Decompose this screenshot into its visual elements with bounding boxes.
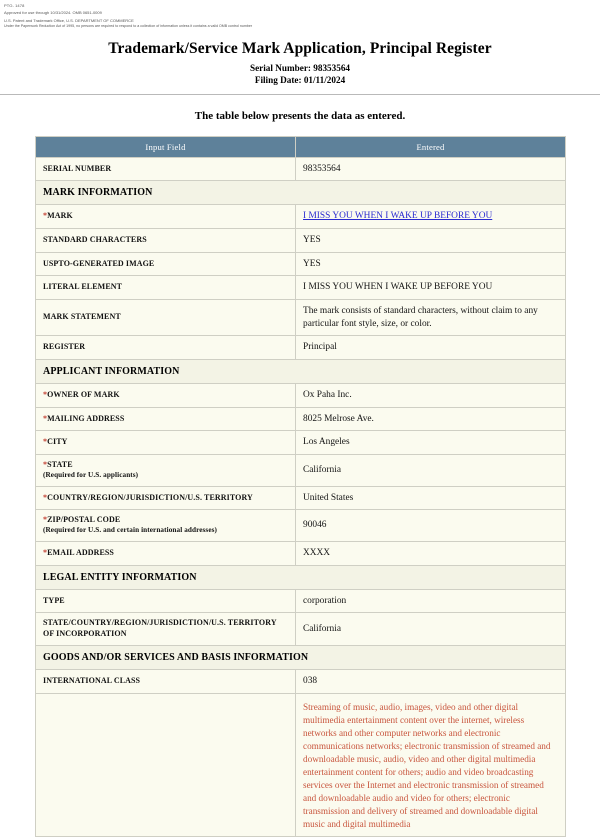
intro-text: The table below presents the data as entered. [194, 109, 406, 122]
row-value: California [296, 455, 566, 487]
row-value: 90046 [296, 510, 566, 542]
table-body [36, 157, 566, 837]
row-field-label: STATE/COUNTRY/REGION/JURISDICTION/U.S. TERRITORY OF INCORPORATION [36, 613, 296, 646]
row-field-label: LITERAL ELEMENT [36, 276, 296, 300]
table-section-row [36, 645, 566, 669]
table-row [36, 510, 566, 542]
row-field-label: *STATE (Required for U.S. applicants) [36, 455, 296, 487]
table-row [36, 228, 566, 252]
table-row [36, 541, 566, 565]
page-title: Trademark/Service Mark Application, Principal Register [108, 39, 492, 57]
application-data-table [35, 136, 566, 837]
row-field-label: TYPE [36, 589, 296, 613]
table-row [36, 407, 566, 431]
table-row [36, 486, 566, 510]
row-value: Principal [296, 336, 566, 360]
required-asterisk: * [43, 390, 48, 400]
row-field-label [36, 693, 296, 837]
section-title: LEGAL ENTITY INFORMATION [36, 565, 566, 589]
table-row [36, 276, 566, 300]
table-row [36, 455, 566, 487]
table-section-row [36, 181, 566, 205]
row-field-label: STANDARD CHARACTERS [36, 228, 296, 252]
section-title: MARK INFORMATION [36, 181, 566, 205]
row-field-label: REGISTER [36, 336, 296, 360]
row-field-label: MARK STATEMENT [36, 300, 296, 336]
table-row [36, 300, 566, 336]
row-field-label: *COUNTRY/REGION/JURISDICTION/U.S. TERRITORY [36, 486, 296, 510]
required-asterisk: * [43, 547, 48, 557]
row-field-label: USPTO-GENERATED IMAGE [36, 252, 296, 276]
row-value: 038 [296, 669, 566, 693]
row-value: YES [296, 252, 566, 276]
row-value: Streaming of music, audio, images, video and other digital multimedia entertainment content over the internet, wireless networks and other computer networks and electronic communications networks; electronic transmission of streamed and downloadable music, audio, video and other digital multimedia entertainment content for others; audio and video broadcasting services over the Internet and electronic transmission of streamed and downloadable audio and video for others; electronic transmission and delivery of streamed and downloadable digital music and digital multimedia [296, 693, 566, 837]
row-value: YES [296, 228, 566, 252]
row-field-sublabel: (Required for U.S. applicants) [43, 470, 139, 479]
row-value [296, 205, 566, 229]
row-value: XXXX [296, 541, 566, 565]
required-asterisk: * [43, 460, 48, 470]
form-legal-header [0, 0, 600, 30]
form-paperwork-notice: Under the Paperwork Reduction Act of 1995, no persons are required to respond to a collection of information unless it contains a valid OMB control number [4, 24, 253, 29]
table-row [36, 613, 566, 646]
required-asterisk: * [43, 492, 48, 502]
table-row [36, 205, 566, 229]
row-field-label: *MARK [36, 205, 296, 229]
row-value: California [296, 613, 566, 646]
row-field-label: *EMAIL ADDRESS [36, 541, 296, 565]
form-number: PTO- 1478 [4, 3, 25, 8]
row-field-label: INTERNATIONAL CLASS [36, 669, 296, 693]
table-row [36, 693, 566, 837]
row-field-label: *ZIP/POSTAL CODE (Required for U.S. and certain international addresses) [36, 510, 296, 542]
row-value: corporation [296, 589, 566, 613]
row-value: United States [296, 486, 566, 510]
row-value: 8025 Melrose Ave. [296, 407, 566, 431]
application-data-table-wrapper [35, 136, 565, 837]
row-field-label: *OWNER OF MARK [36, 384, 296, 408]
table-row [36, 589, 566, 613]
column-header-entered: Entered [296, 136, 566, 157]
table-head [36, 136, 566, 157]
header-divider [0, 94, 600, 95]
form-approval-line: Approved for use through 10/31/2024. OMB 0651-0009 [4, 10, 102, 16]
required-asterisk: * [43, 413, 48, 423]
row-value: 98353564 [296, 157, 566, 181]
section-title: GOODS AND/OR SERVICES AND BASIS INFORMATION [36, 645, 566, 669]
row-field-label: *CITY [36, 431, 296, 455]
table-section-row [36, 565, 566, 589]
table-row [36, 157, 566, 181]
required-asterisk: * [43, 211, 48, 221]
required-asterisk: * [43, 437, 48, 447]
serial-number: Serial Number: 98353564 [249, 62, 351, 73]
column-header-input-field: Input Field [36, 136, 296, 157]
row-value: The mark consists of standard characters, without claim to any particular font style, size, or color. [296, 300, 566, 336]
mark-link[interactable]: I MISS YOU WHEN I WAKE UP BEFORE YOU [303, 211, 493, 222]
filing-date: Filing Date: 01/11/2024 [254, 74, 346, 85]
row-field-label: SERIAL NUMBER [36, 157, 296, 181]
table-row [36, 384, 566, 408]
table-header-row [36, 136, 566, 157]
row-value: I MISS YOU WHEN I WAKE UP BEFORE YOU [296, 276, 566, 300]
table-row [36, 431, 566, 455]
row-value: Ox Paha Inc. [296, 384, 566, 408]
row-field-label: *MAILING ADDRESS [36, 407, 296, 431]
row-field-sublabel: (Required for U.S. and certain international addresses) [43, 526, 218, 535]
table-row [36, 252, 566, 276]
table-row [36, 336, 566, 360]
required-asterisk: * [43, 515, 48, 525]
row-value: Los Angeles [296, 431, 566, 455]
title-block [0, 40, 600, 85]
section-title: APPLICANT INFORMATION [36, 360, 566, 384]
form-agency-line: U.S. Patent and Trademark Office, U.S. DEPARTMENT OF COMMERCE [4, 17, 134, 23]
table-section-row [36, 360, 566, 384]
table-row [36, 669, 566, 693]
